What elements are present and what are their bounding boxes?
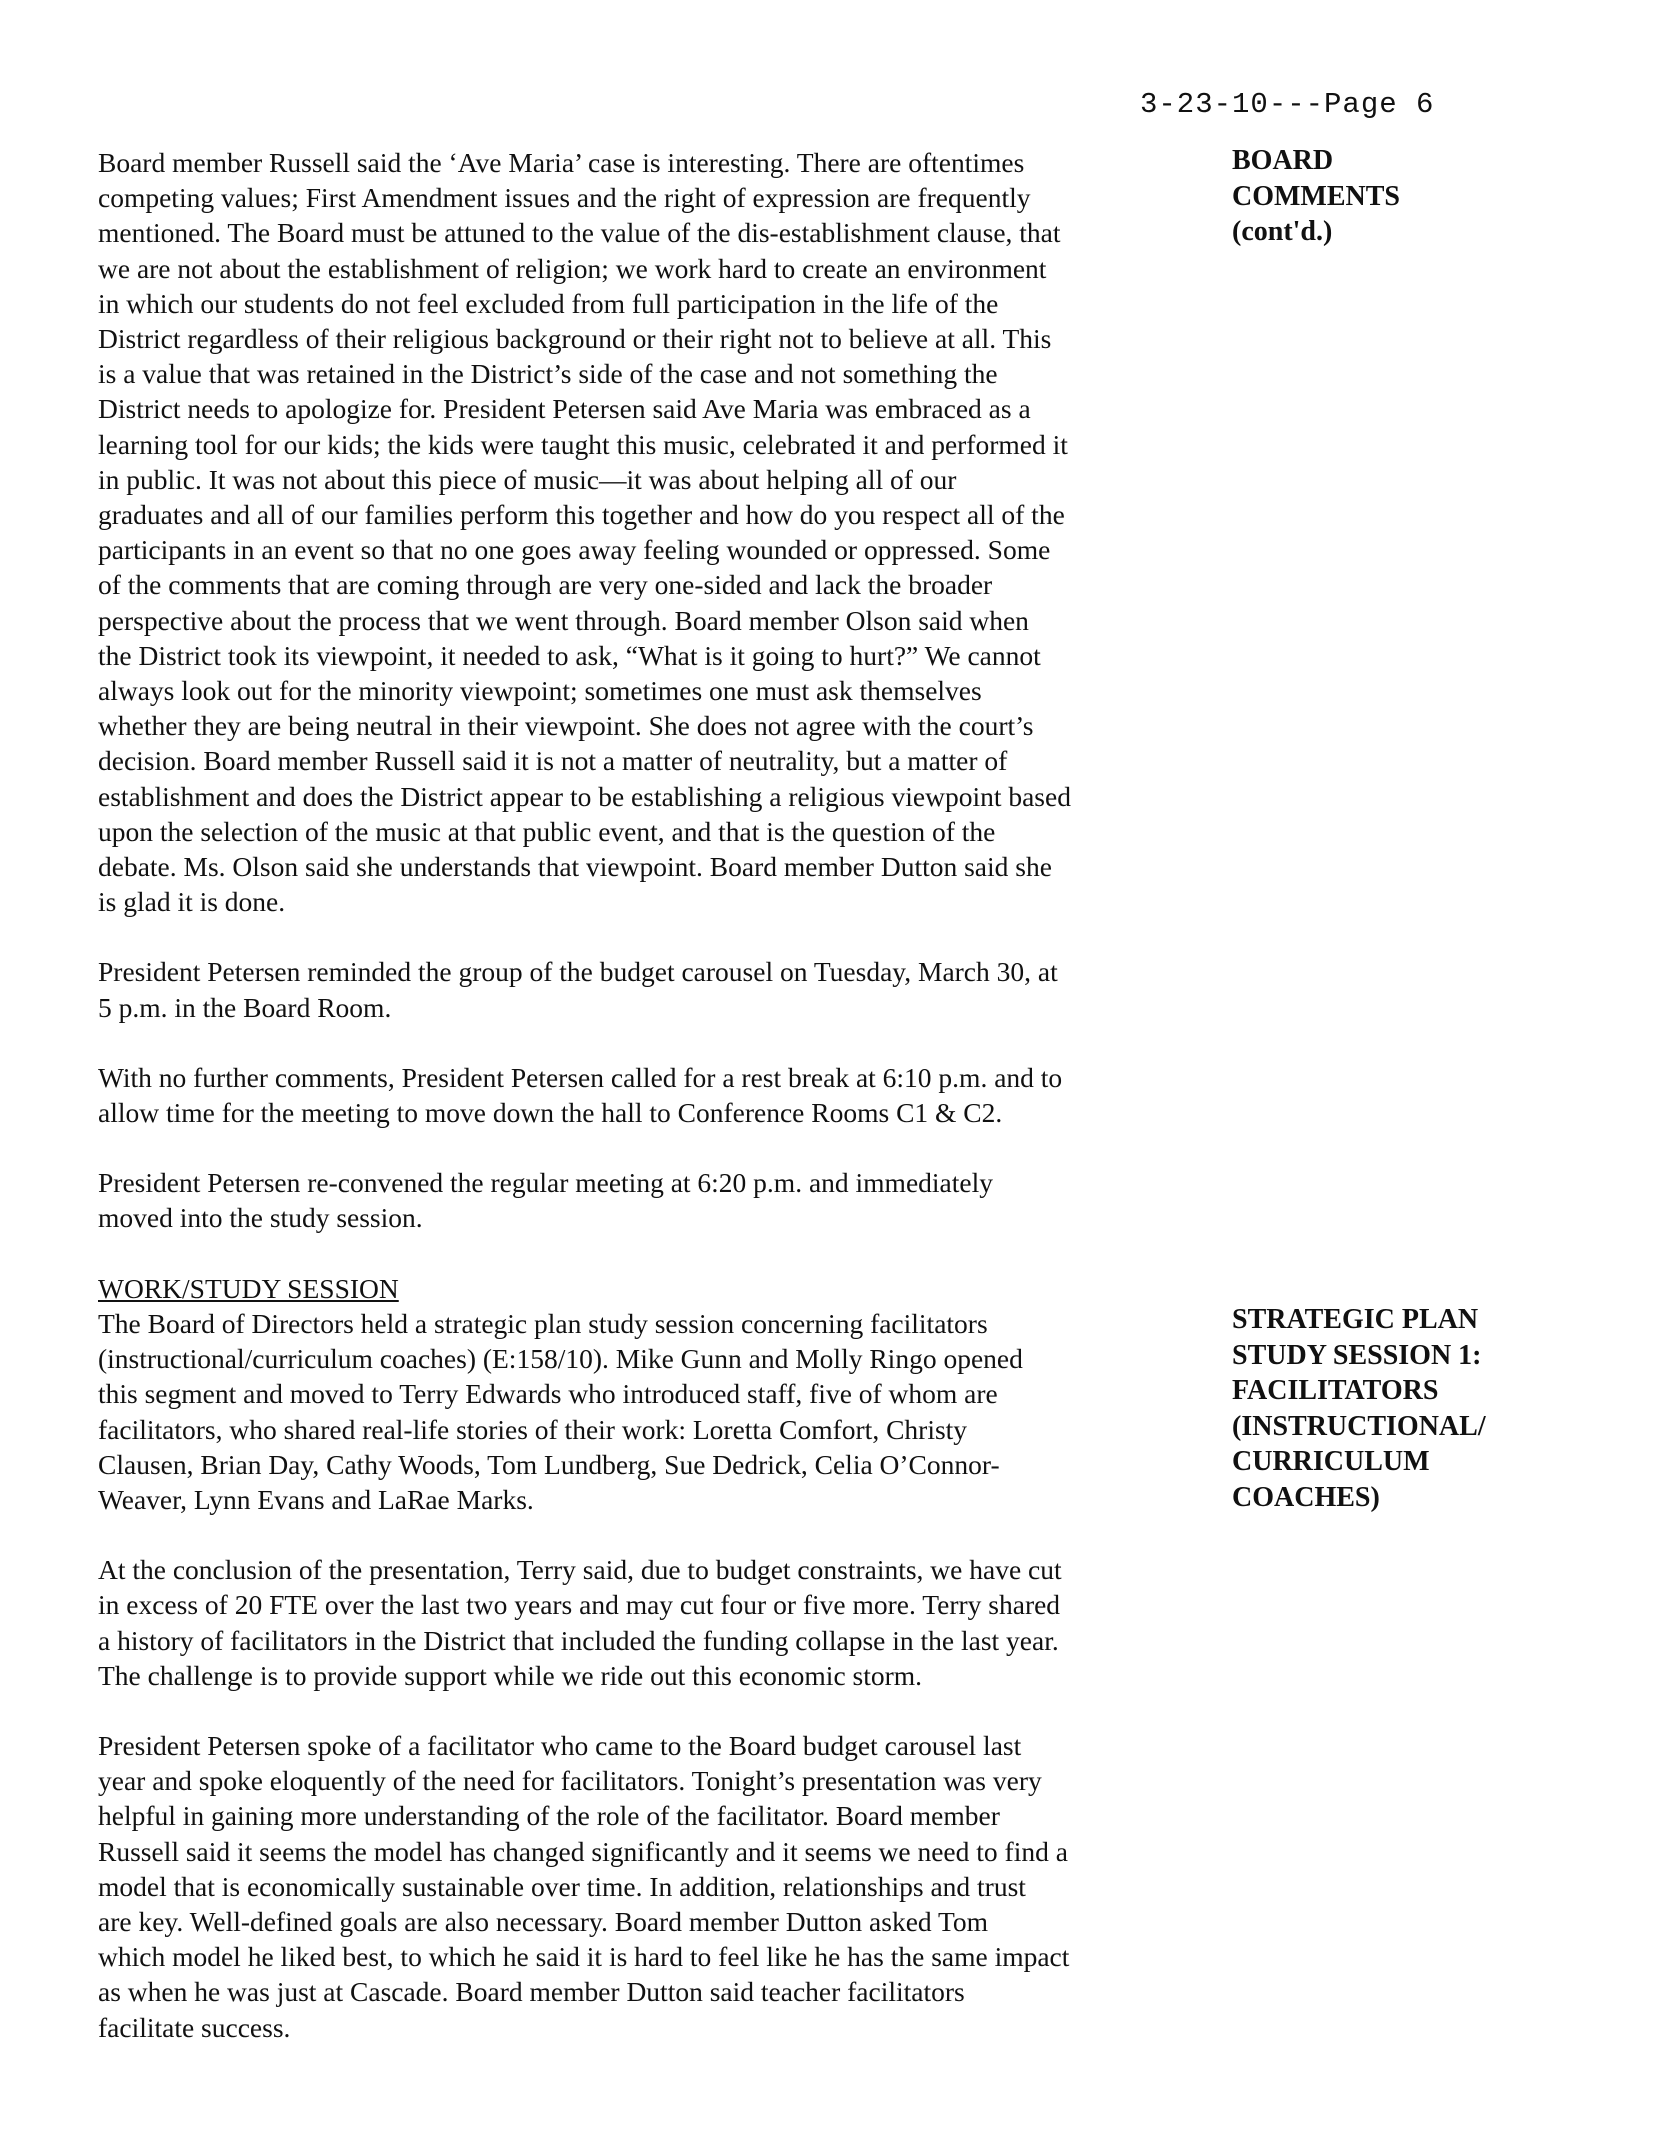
page-number-header: 3-23-10---Page 6 [1140,88,1435,121]
text-line: President Petersen re-convened the regular meeting at 6:20 p.m. and immediately [98,1167,993,1199]
text-line: allow time for the meeting to move down the hall to Conference Rooms C1 & C2. [98,1097,1003,1129]
text-line: in public. It was not about this piece of music—it was about helping all of our [98,463,957,495]
text-line: At the conclusion of the presentation, Terry said, due to budget constraints, we have cut [98,1554,1062,1586]
sidebar-heading-line: STUDY SESSION 1: [1232,1339,1482,1371]
text-line: participants in an event so that no one goes away feeling wounded or oppressed. Some [98,534,1051,566]
text-line: graduates and all of our families perform this together and how do you respect all of the [98,499,1065,531]
paragraph-rest-break [98,1060,1173,1130]
text-line: With no further comments, President Petersen called for a rest break at 6:10 p.m. and to [98,1061,1063,1093]
text-line: in excess of 20 FTE over the last two years and may cut four or five more. Terry shared [98,1589,1061,1621]
text-line: mentioned. The Board must be attuned to the value of the dis-establishment clause, that [98,217,1061,249]
paragraph-study-session [98,1306,1173,1517]
sidebar-heading-line: (cont'd.) [1232,216,1333,247]
text-line: Russell said it seems the model has changed significantly and it seems we need to find a [98,1835,1068,1867]
text-line: learning tool for our kids; the kids were taught this music, celebrated it and performed it [98,428,1068,460]
text-line: President Petersen reminded the group of the budget carousel on Tuesday, March 30, at [98,956,1058,988]
text-line: The challenge is to provide support while we ride out this economic storm. [98,1659,923,1691]
text-line: 5 p.m. in the Board Room. [98,991,392,1023]
text-line: helpful in gaining more understanding of the role of the facilitator. Board member [98,1800,1000,1832]
text-line: moved into the study session. [98,1202,423,1234]
text-line: District regardless of their religious background or their right not to believe at all. This [98,323,1052,355]
paragraph-budget-carousel [98,954,1173,1024]
text-line: a history of facilitators in the District that included the funding collapse in the last year. [98,1624,1059,1656]
text-line: in which our students do not feel excluded from full participation in the life of the [98,287,999,319]
section-heading-work-study: WORK/STUDY SESSION [98,1272,399,1304]
text-line: Board member Russell said the ‘Ave Maria’ case is interesting. There are oftentimes [98,147,1025,178]
text-line: model that is economically sustainable over time. In addition, relationships and trust [98,1870,1026,1902]
text-line: we are not about the establishment of religion; we work hard to create an environment [98,252,1047,284]
text-line: are key. Well-defined goals are also necessary. Board member Dutton asked Tom [98,1905,989,1937]
text-line: always look out for the minority viewpoint; sometimes one must ask themselves [98,675,982,707]
text-line: facilitate success. [98,2011,291,2043]
text-line: of the comments that are coming through are very one-sided and lack the broader [98,569,993,601]
text-line: Clausen, Brian Day, Cathy Woods, Tom Lundberg, Sue Dedrick, Celia O’Connor- [98,1448,1000,1480]
sidebar-heading-line: BOARD [1232,145,1334,176]
text-line: President Petersen spoke of a facilitator who came to the Board budget carousel last [98,1729,1022,1761]
text-line: competing values; First Amendment issues and the right of expression are frequently [98,182,1031,214]
paragraph-board-comments [98,145,1173,919]
text-line: (instructional/curriculum coaches) (E:158/10). Mike Gunn and Molly Ringo opened [98,1343,1023,1375]
text-line: whether they are being neutral in their viewpoint. She does not agree with the court’s [98,710,1034,742]
text-line: this segment and moved to Terry Edwards who introduced staff, five of whom are [98,1378,998,1410]
document-body [98,145,1173,2045]
text-line: Weaver, Lynn Evans and LaRae Marks. [98,1483,534,1515]
text-line: The Board of Directors held a strategic plan study session concerning facilitators [98,1307,988,1339]
text-line: facilitators, who shared real-life stories of their work: Loretta Comfort, Christy [98,1413,968,1445]
sidebar-heading-board-comments [1232,143,1400,250]
sidebar-heading-line: FACILITATORS [1232,1375,1439,1406]
paragraph-reconvene [98,1165,1173,1235]
text-line: District needs to apologize for. President Petersen said Ave Maria was embraced as a [98,393,1031,425]
text-line: the District took its viewpoint, it needed to ask, “What is it going to hurt?” We cannot [98,639,1041,671]
text-line: year and spoke eloquently of the need for facilitators. Tonight’s presentation was very [98,1765,1042,1797]
text-line: which model he liked best, to which he said it is hard to feel like he has the same impact [98,1941,1070,1973]
sidebar-heading-line: COMMENTS [1232,180,1400,212]
sidebar-heading-line: COACHES) [1232,1481,1380,1513]
sidebar-heading-line: CURRICULUM [1232,1446,1430,1477]
paragraph-facilitator-discussion [98,1728,1173,2045]
paragraph-budget-constraints [98,1552,1173,1693]
text-line: is glad it is done. [98,886,286,918]
text-line: establishment and does the District appear to be establishing a religious viewpoint based [98,780,1071,812]
sidebar-heading-line: (INSTRUCTIONAL/ [1232,1410,1486,1442]
text-line: debate. Ms. Olson said she understands that viewpoint. Board member Dutton said she [98,851,1052,883]
text-line: upon the selection of the music at that public event, and that is the question of the [98,815,996,847]
text-line: as when he was just at Cascade. Board member Dutton said teacher facilitators [98,1976,965,2008]
text-line: is a value that was retained in the District’s side of the case and not something the [98,358,998,390]
text-line: perspective about the process that we went through. Board member Olson said when [98,604,1029,636]
text-line: decision. Board member Russell said it is not a matter of neutrality, but a matter of [98,745,1008,777]
sidebar-heading-strategic-plan [1232,1302,1486,1515]
sidebar-heading-line: STRATEGIC PLAN [1232,1304,1479,1335]
